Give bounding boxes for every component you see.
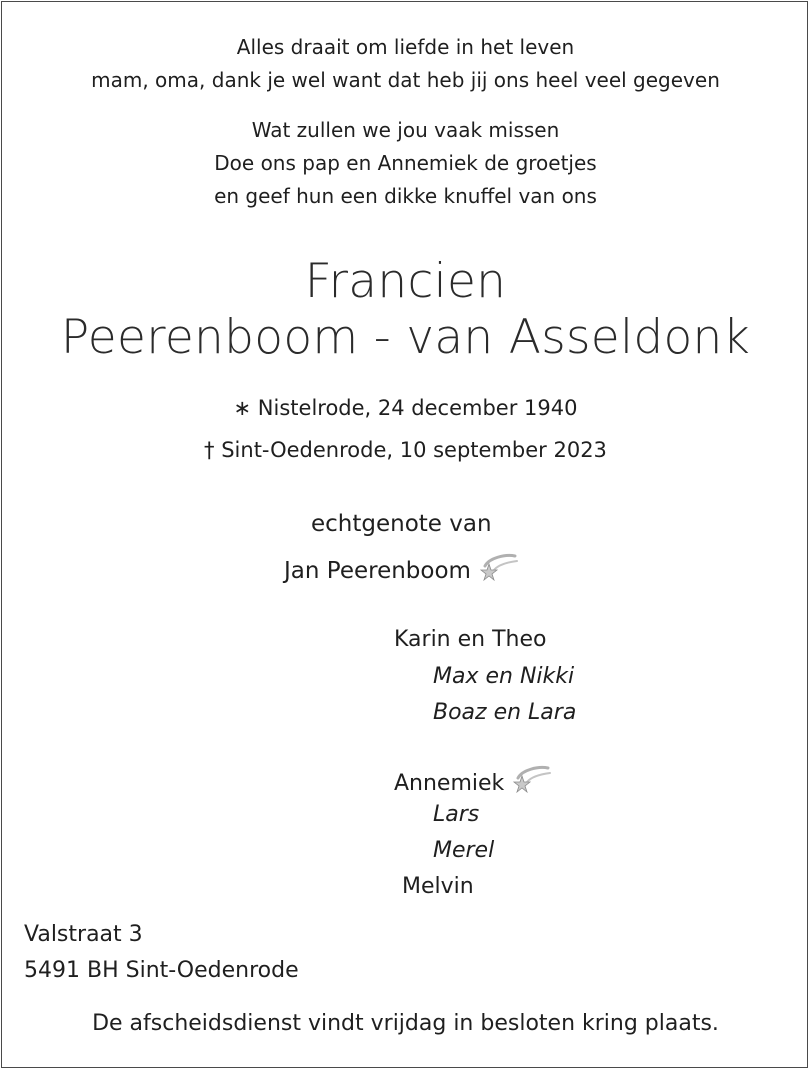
address-street: Valstraat 3 — [24, 922, 143, 947]
address-city: 5491 BH Sint-Oedenrode — [24, 958, 299, 983]
grandchild-line: Merel — [433, 838, 495, 863]
shooting-star-icon — [510, 764, 554, 800]
poem-line: Wat zullen we jou vaak missen — [251, 118, 560, 142]
deceased-first-name: Francien — [304, 254, 507, 309]
grandchild-line: Lars — [433, 802, 480, 827]
poem-line: en geef hun een dikke knuffel van ons — [214, 184, 597, 208]
child-annemiek: Annemiek — [394, 771, 505, 796]
shooting-star-icon — [477, 552, 521, 588]
birth-line: ∗ Nistelrode, 24 december 1940 — [233, 396, 578, 420]
spouse-name: Jan Peerenboom — [284, 558, 471, 584]
grandchild-line: Boaz en Lara — [433, 700, 577, 725]
death-line: † Sint-Oedenrode, 10 september 2023 — [204, 438, 607, 462]
partner-melvin: Melvin — [402, 874, 474, 899]
service-notice: De afscheidsdienst vindt vrijdag in besloten kring plaats. — [92, 1011, 719, 1036]
child-karin-theo: Karin en Theo — [394, 627, 547, 652]
spouse-relation: echtgenote van — [311, 511, 492, 537]
poem-line: Doe ons pap en Annemiek de groetjes — [214, 151, 597, 175]
grandchild-line: Max en Nikki — [433, 664, 575, 689]
child-annemiek-line — [394, 764, 554, 800]
poem-line: Alles draait om liefde in het leven — [236, 35, 575, 59]
poem-line: mam, oma, dank je wel want dat heb jij ons heel veel gegeven — [91, 68, 720, 92]
spouse-line — [284, 552, 521, 588]
deceased-full-name: Peerenboom - van Asseldonk — [60, 310, 751, 365]
